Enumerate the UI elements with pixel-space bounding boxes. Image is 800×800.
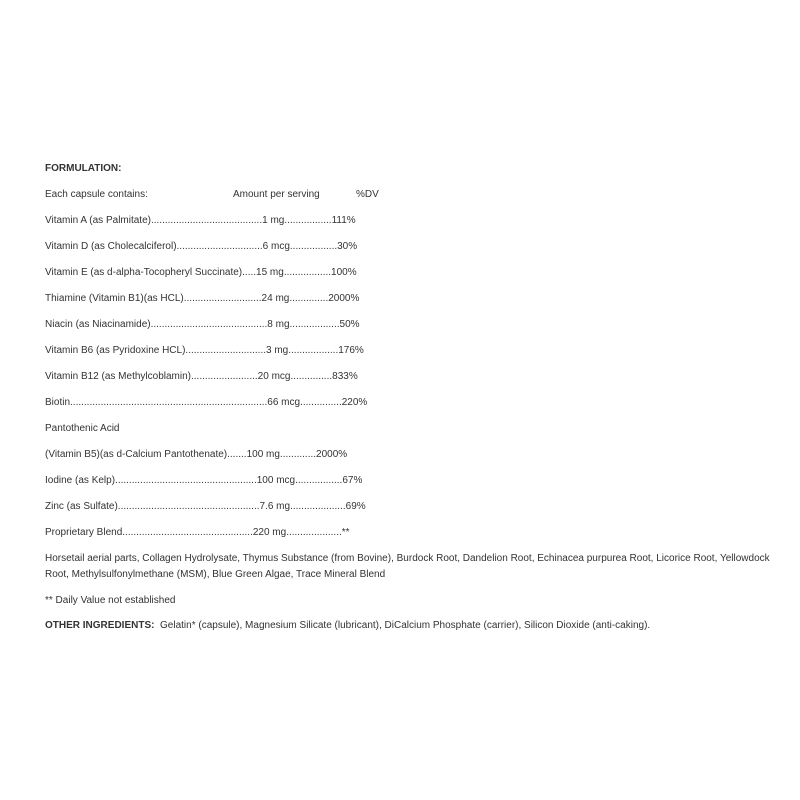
other-ingredients-text: Gelatin* (capsule), Magnesium Silicate (lubricant), DiCalcium Phosphate (carrier), Silicon Dioxide (anti-caking). — [160, 620, 651, 631]
formulation-heading: FORMULATION: — [45, 163, 122, 174]
column-amount-header: Amount per serving — [233, 189, 320, 200]
other-ingredients — [45, 620, 650, 631]
column-ingredient-header: Each capsule contains: — [45, 189, 148, 200]
ingredient-line: Vitamin B12 (as Methylcoblamin)........................20 mcg...............833% — [45, 371, 358, 382]
ingredient-line: Vitamin B6 (as Pyridoxine HCL).............................3 mg..................176% — [45, 345, 364, 356]
ingredient-line: Vitamin D (as Cholecalciferol)...............................6 mcg.................30% — [45, 241, 358, 252]
ingredient-line: Vitamin E (as d-alpha-Tocopheryl Succinate).....15 mg.................100% — [45, 267, 357, 278]
ingredient-line: Niacin (as Niacinamide)..........................................8 mg..................50% — [45, 319, 360, 330]
ingredient-line: Iodine (as Kelp)...................................................100 mcg.................67% — [45, 475, 363, 486]
blend-description: Horsetail aerial parts, Collagen Hydrolysate, Thymus Substance (from Bovine), Burdock Root, Dandelion Root, Echinacea purpurea Root, Licorice Root, Yellowdock Root, Methylsulfonylmethane (MSM), Blue Green Algae, Trace Mineral Blend — [45, 553, 770, 580]
ingredient-line: Proprietary Blend...............................................220 mg....................** — [45, 527, 350, 538]
ingredient-line: Zinc (as Sulfate)...................................................7.6 mg....................69% — [45, 501, 366, 512]
column-dv-header: %DV — [356, 189, 379, 200]
ingredient-line: Pantothenic Acid — [45, 423, 120, 434]
ingredient-line: (Vitamin B5)(as d-Calcium Pantothenate).......100 mg.............2000% — [45, 449, 348, 460]
ingredient-line: Thiamine (Vitamin B1)(as HCL)............................24 mg..............2000% — [45, 293, 360, 304]
footnote: ** Daily Value not established — [45, 595, 176, 606]
ingredient-line: Vitamin A (as Palmitate)........................................1 mg.................111% — [45, 215, 356, 226]
ingredient-line: Biotin.......................................................................66 mcg...............220% — [45, 397, 368, 408]
other-ingredients-label: OTHER INGREDIENTS: — [45, 620, 155, 631]
